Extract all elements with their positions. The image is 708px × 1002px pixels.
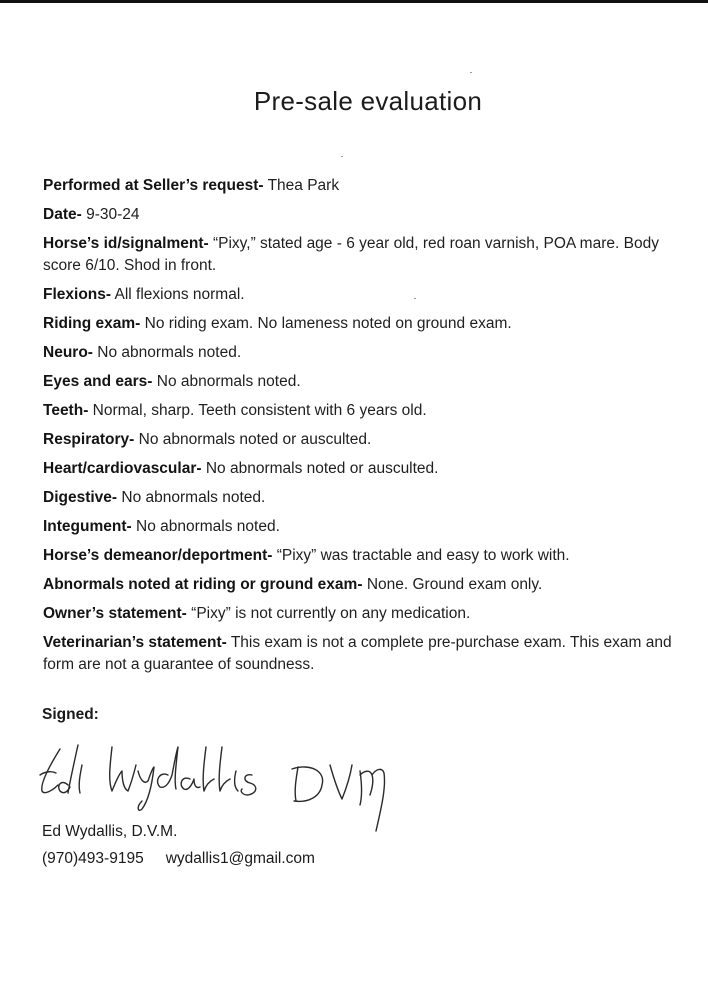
field-vet-statement <box>43 632 693 676</box>
field-horse-id <box>43 233 693 277</box>
field-value: “Pixy” is not currently on any medication. <box>191 605 471 622</box>
field-label: Abnormals noted at riding or ground exam- <box>43 576 363 593</box>
field-teeth <box>43 400 693 422</box>
field-value: “Pixy” was tractable and easy to work with. <box>276 547 570 564</box>
phone-number: (970)493-9195 <box>42 850 144 867</box>
field-heart <box>43 458 693 480</box>
field-label: Owner’s statement- <box>43 605 187 622</box>
field-value: No riding exam. No lameness noted on ground exam. <box>144 315 512 332</box>
field-label: Horse’s demeanor/deportment- <box>43 547 273 564</box>
field-riding-exam <box>43 313 693 335</box>
field-label: Performed at Seller’s request- <box>43 177 264 194</box>
field-value: All flexions normal. <box>114 286 245 303</box>
field-value: No abnormals noted. <box>97 344 242 361</box>
field-demeanor <box>43 545 693 567</box>
field-owner-statement <box>43 603 693 625</box>
field-label: Heart/cardiovascular- <box>43 460 202 477</box>
scan-speck <box>470 72 472 73</box>
field-performed-at <box>43 175 693 197</box>
field-label: Neuro- <box>43 344 93 361</box>
page-title: Pre-sale evaluation <box>253 86 483 116</box>
field-label: Eyes and ears- <box>43 373 153 390</box>
contact-line <box>42 850 315 868</box>
field-value: 9-30-24 <box>86 206 140 223</box>
field-value: Thea Park <box>267 177 340 194</box>
field-value: “Pixy,” stated age - 6 year old, red roan varnish, POA mare. Body score 6/10. Shod in front. <box>43 235 659 274</box>
scan-speck <box>341 156 343 157</box>
field-date <box>43 204 693 226</box>
field-value: No abnormals noted. <box>136 518 280 535</box>
field-label: Horse’s id/signalment- <box>43 235 209 252</box>
signer-name: Ed Wydallis, D.V.M. <box>42 823 178 840</box>
signed-label: Signed: <box>42 706 99 723</box>
field-digestive <box>43 487 693 509</box>
field-value: No abnormals noted. <box>121 489 266 506</box>
field-value: This exam is not a complete pre-purchase exam. This exam and form are not a guarantee of soundness. <box>43 634 672 673</box>
field-label: Respiratory- <box>43 431 135 448</box>
field-eyes-ears <box>43 371 693 393</box>
field-respiratory <box>43 429 693 451</box>
field-value: None. Ground exam only. <box>366 576 543 593</box>
field-label: Teeth- <box>43 402 89 419</box>
field-label: Riding exam- <box>43 315 141 332</box>
field-value: No abnormals noted or ausculted. <box>138 431 372 448</box>
field-label: Veterinarian’s statement- <box>43 634 227 651</box>
field-label: Date- <box>43 206 82 223</box>
field-abnormals <box>43 574 693 596</box>
field-flexions <box>43 284 693 306</box>
field-label: Integument- <box>43 518 132 535</box>
top-border <box>0 0 708 3</box>
field-neuro <box>43 342 693 364</box>
field-label: Digestive- <box>43 489 118 506</box>
email-address: wydallis1@gmail.com <box>165 850 315 867</box>
field-label: Flexions- <box>43 286 112 303</box>
field-value: No abnormals noted or ausculted. <box>205 460 439 477</box>
evaluation-fields <box>43 175 693 683</box>
field-value: Normal, sharp. Teeth consistent with 6 years old. <box>92 402 427 419</box>
field-integument <box>43 516 693 538</box>
field-value: No abnormals noted. <box>156 373 301 390</box>
